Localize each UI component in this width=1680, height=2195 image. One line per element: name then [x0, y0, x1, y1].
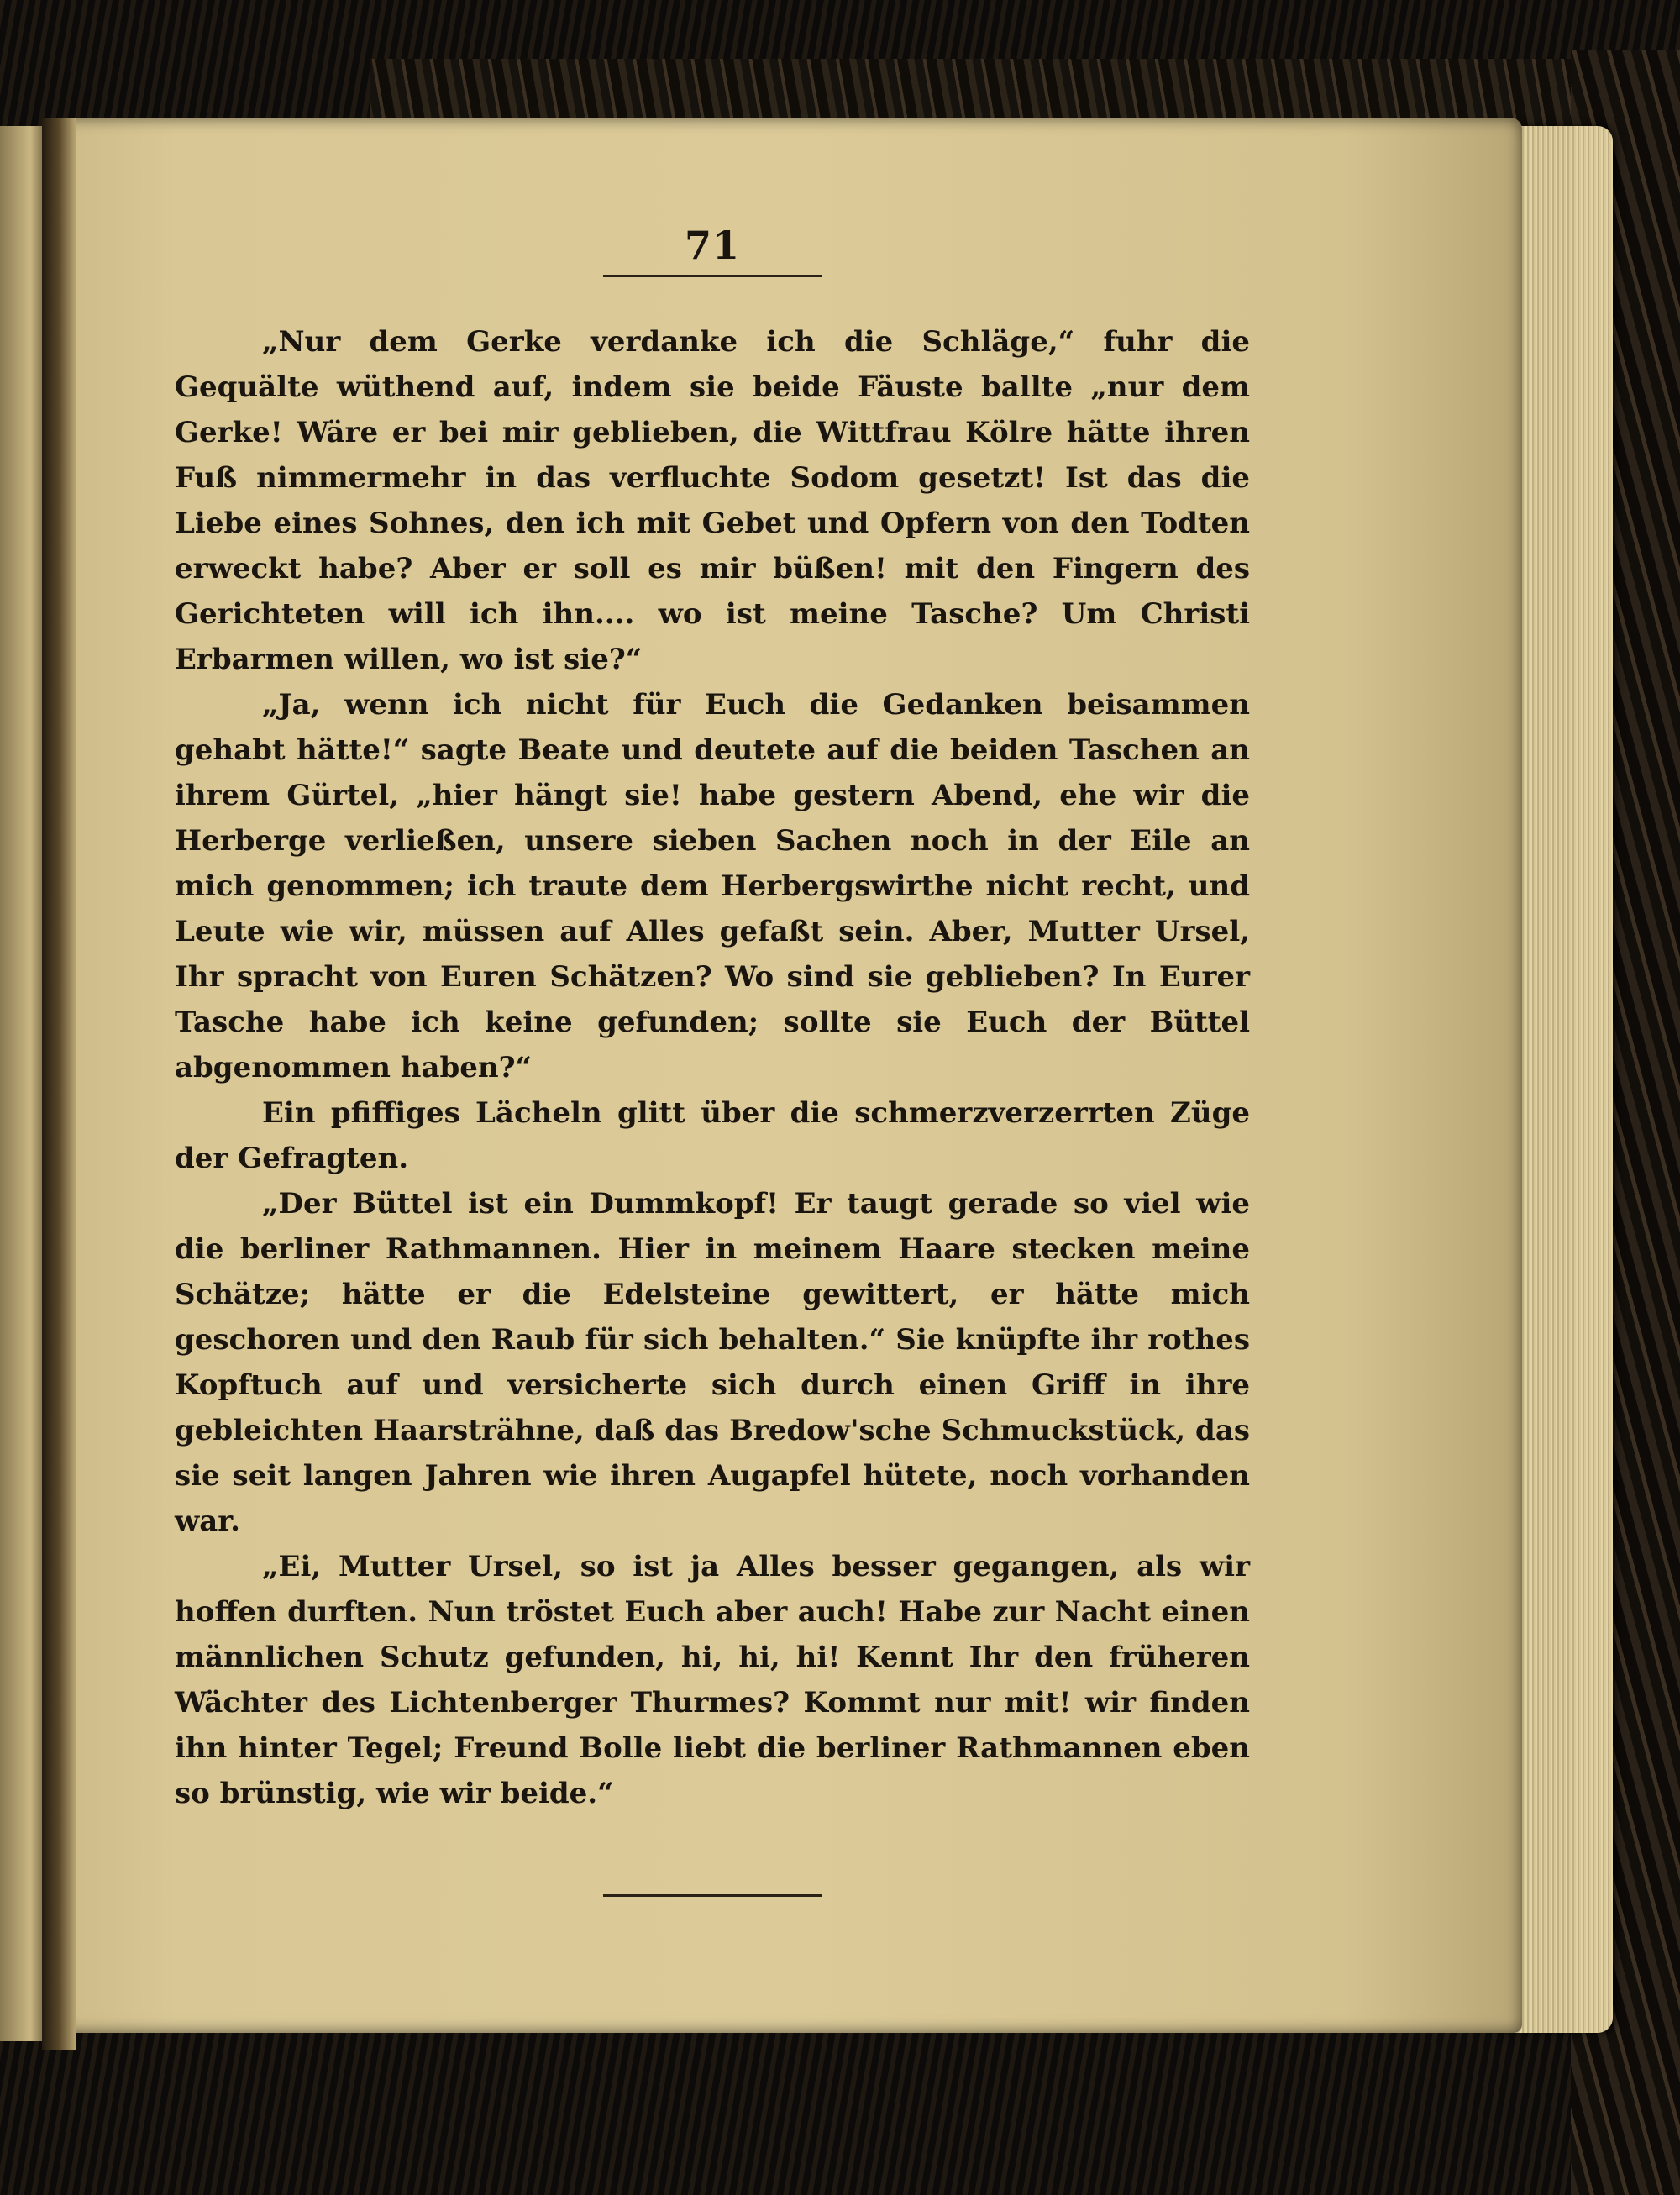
header-rule [603, 275, 822, 277]
paragraph: „Der Büttel ist ein Dummkopf! Er taugt gerade so viel wie die berliner Rathmannen. Hier in meinem Haare stecken meine Schätze; hätte er die Edelsteine gewittert, er hätte mich geschoren und den Raub für sich behalten.“ Sie knüpfte ihr rothes Kopftuch auf und versicherte sich durch einen Griff in ihre gebleichten Haarsträhne, daß das Bredow'sche Schmuckstück, das sie seit langen Jahren wie ihren Augapfel hütete, noch vorhanden war. [175, 1187, 1250, 1538]
footer-rule [603, 1894, 822, 1897]
page-number: 71 [684, 223, 740, 268]
paragraph-list [175, 319, 1250, 1816]
paragraph: Ein pfiffiges Lächeln glitt über die schmerzverzerrten Züge der Gefragten. [175, 1096, 1250, 1175]
page-gutter [42, 118, 76, 2050]
paragraph: „Ja, wenn ich nicht für Euch die Gedanken beisammen gehabt hätte!“ sagte Beate und deutete auf die beiden Taschen an ihrem Gürtel, „hier hängt sie! habe gestern Abend, ehe wir die Herberge verließen, unsere sieben Sachen noch in der Eile an mich genommen; ich traute dem Herbergswirthe nicht recht, und Leute wie wir, müssen auf Alles gefaßt sein. Aber, Mutter Ursel, Ihr spracht von Euren Schätzen? Wo sind sie geblieben? In Eurer Tasche habe ich keine gefunden; sollte sie Euch der Büttel abgenommen haben?“ [175, 688, 1250, 1084]
paragraph: „Nur dem Gerke verdanke ich die Schläge,“ fuhr die Gequälte wüthend auf, indem sie beide Fäuste ballte „nur dem Gerke! Wäre er bei mir geblieben, die Wittfrau Kölre hätte ihren Fuß nimmermehr in das verfluchte Sodom gesetzt! Ist das die Liebe eines Sohnes, den ich mit Gebet und Opfern von den Todten erweckt habe? Aber er soll es mir büßen! mit den Fingern des Gerichteten will ich ihn.... wo ist meine Tasche? Um Christi Erbarmen willen, wo ist sie?“ [175, 325, 1250, 676]
paragraph: „Ei, Mutter Ursel, so ist ja Alles besser gegangen, als wir hoffen durften. Nun tröstet Euch aber auch! Habe zur Nacht einen männlichen Schutz gefunden, hi, hi, hi! Kennt Ihr den früheren Wächter des Lichtenberger Thurmes? Kommt nur mit! wir finden ihn hinter Tegel; Freund Bolle liebt die berliner Rathmannen eben so brünstig, wie wir beide.“ [175, 1550, 1250, 1810]
